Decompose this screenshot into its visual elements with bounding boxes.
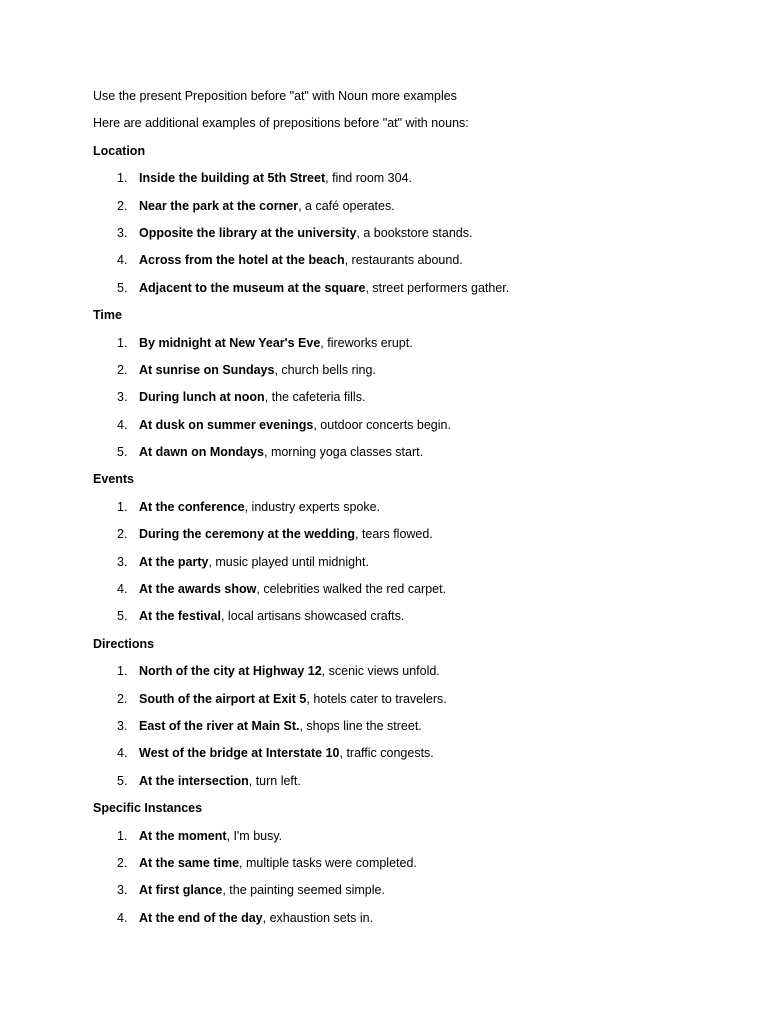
example-clause: , music played until midnight.	[208, 554, 369, 569]
list-item	[93, 333, 713, 360]
list-item	[93, 415, 713, 442]
list-item-number: 4.	[117, 582, 128, 597]
example-clause: , the painting seemed simple.	[222, 883, 385, 898]
example-clause: , outdoor concerts begin.	[313, 417, 451, 432]
example-phrase: At dusk on summer evenings	[139, 417, 314, 432]
section-heading: Events	[93, 472, 134, 487]
list-item	[93, 360, 713, 387]
list-item-text	[139, 606, 404, 626]
list-item	[93, 196, 713, 223]
example-phrase: Inside the building at 5th Street	[139, 171, 326, 186]
list-item-text	[139, 196, 395, 216]
section-heading: Directions	[93, 636, 155, 651]
list-item-text	[139, 223, 472, 243]
list-item	[93, 771, 713, 798]
list-item	[93, 387, 713, 414]
list-item	[93, 661, 713, 688]
list-item-number: 2.	[117, 362, 128, 377]
example-phrase: Across from the hotel at the beach	[139, 253, 345, 268]
list-item-number: 2.	[117, 527, 128, 542]
list-item	[93, 278, 713, 305]
example-clause: , scenic views unfold.	[321, 664, 440, 679]
list-item-text	[139, 497, 380, 517]
list-item-number: 5.	[117, 445, 128, 460]
numbered-list	[93, 168, 713, 305]
example-phrase: At the end of the day	[139, 910, 263, 925]
list-item-text	[139, 552, 369, 572]
example-phrase: At the same time	[139, 855, 240, 870]
list-item	[93, 497, 713, 524]
example-clause: , local artisans showcased crafts.	[220, 609, 405, 624]
list-item-number: 4.	[117, 417, 128, 432]
example-clause: , fireworks erupt.	[320, 335, 413, 350]
list-item	[93, 552, 713, 579]
example-phrase: At the intersection	[139, 773, 249, 788]
list-item-number: 2.	[117, 198, 128, 213]
example-phrase: By midnight at New Year's Eve	[139, 335, 321, 350]
list-item	[93, 442, 713, 469]
list-item-text	[139, 387, 365, 407]
example-clause: , street performers gather.	[365, 280, 510, 295]
list-item-text	[139, 333, 413, 353]
list-item-number: 1.	[117, 828, 128, 843]
intro-line: Here are additional examples of prepositions before "at" with nouns:	[93, 116, 469, 131]
example-clause: , the cafeteria fills.	[264, 390, 366, 405]
list-item-text	[139, 826, 282, 846]
example-clause: , a bookstore stands.	[356, 225, 473, 240]
list-item-number: 3.	[117, 554, 128, 569]
list-item-text	[139, 853, 417, 873]
example-clause: , hotels cater to travelers.	[306, 691, 447, 706]
list-item-text	[139, 442, 423, 462]
list-item-number: 2.	[117, 691, 128, 706]
example-clause: , exhaustion sets in.	[262, 910, 374, 925]
list-item-number: 3.	[117, 225, 128, 240]
example-phrase: At the party	[139, 554, 209, 569]
list-item	[93, 743, 713, 770]
example-phrase: West of the bridge at Interstate 10	[139, 746, 340, 761]
example-clause: , I'm busy.	[226, 828, 283, 843]
example-phrase: Adjacent to the museum at the square	[139, 280, 366, 295]
example-phrase: Opposite the library at the university	[139, 225, 357, 240]
example-phrase: South of the airport at Exit 5	[139, 691, 307, 706]
list-item-number: 3.	[117, 718, 128, 733]
list-item-text	[139, 743, 434, 763]
example-phrase: At the awards show	[139, 582, 257, 597]
list-item-number: 5.	[117, 280, 128, 295]
numbered-list	[93, 826, 713, 936]
list-item	[93, 880, 713, 907]
list-item-number: 4.	[117, 253, 128, 268]
document-page	[93, 86, 713, 935]
intro-line: Use the present Preposition before "at" with Noun more examples	[93, 89, 457, 103]
example-clause: , traffic congests.	[339, 746, 434, 761]
numbered-list	[93, 497, 713, 634]
example-clause: , industry experts spoke.	[244, 499, 381, 514]
list-item-number: 1.	[117, 171, 128, 186]
example-phrase: At the moment	[139, 828, 227, 843]
section-heading: Specific Instances	[93, 801, 203, 816]
list-item-text	[139, 716, 422, 736]
list-item-text	[139, 524, 433, 544]
list-item-number: 4.	[117, 910, 128, 925]
list-item	[93, 826, 713, 853]
example-clause: , multiple tasks were completed.	[239, 855, 417, 870]
example-phrase: North of the city at Highway 12	[139, 664, 322, 679]
example-phrase: At sunrise on Sundays	[139, 362, 275, 377]
example-phrase: At the festival	[139, 609, 221, 624]
list-item-number: 5.	[117, 609, 128, 624]
list-item-number: 1.	[117, 664, 128, 679]
example-phrase: Near the park at the corner	[139, 198, 299, 213]
list-item-text	[139, 771, 301, 791]
list-item	[93, 579, 713, 606]
list-item-text	[139, 360, 376, 380]
section-heading: Time	[93, 308, 122, 323]
list-item-number: 5.	[117, 773, 128, 788]
section-heading: Location	[93, 143, 146, 158]
sections-container	[93, 141, 713, 935]
example-clause: , celebrities walked the red carpet.	[256, 582, 447, 597]
list-item-number: 1.	[117, 499, 128, 514]
example-phrase: At first glance	[139, 883, 223, 898]
list-item-number: 3.	[117, 883, 128, 898]
example-clause: , a café operates.	[298, 198, 395, 213]
list-item-text	[139, 880, 385, 900]
example-clause: , morning yoga classes start.	[264, 445, 424, 460]
list-item-text	[139, 168, 412, 188]
list-item-text	[139, 661, 440, 681]
example-clause: , restaurants abound.	[344, 253, 463, 268]
list-item-text	[139, 579, 446, 599]
list-item	[93, 168, 713, 195]
list-item-text	[139, 689, 447, 709]
list-item	[93, 716, 713, 743]
list-item	[93, 853, 713, 880]
example-phrase: During the ceremony at the wedding	[139, 527, 355, 542]
list-item-text	[139, 415, 451, 435]
list-item	[93, 250, 713, 277]
numbered-list	[93, 333, 713, 470]
example-phrase: At dawn on Mondays	[139, 445, 264, 460]
example-clause: , church bells ring.	[274, 362, 376, 377]
list-item-number: 2.	[117, 855, 128, 870]
numbered-list	[93, 661, 713, 798]
list-item	[93, 689, 713, 716]
list-item-text	[139, 250, 463, 270]
example-clause: , tears flowed.	[355, 527, 433, 542]
list-item	[93, 223, 713, 250]
list-item-number: 3.	[117, 390, 128, 405]
example-phrase: During lunch at noon	[139, 390, 265, 405]
list-item-number: 4.	[117, 746, 128, 761]
list-item-number: 1.	[117, 335, 128, 350]
list-item-text	[139, 908, 373, 928]
example-phrase: At the conference	[139, 499, 245, 514]
list-item-text	[139, 278, 509, 298]
list-item	[93, 606, 713, 633]
example-clause: , shops line the street.	[299, 718, 422, 733]
example-clause: , find room 304.	[325, 171, 412, 186]
list-item	[93, 524, 713, 551]
example-phrase: East of the river at Main St.	[139, 718, 300, 733]
example-clause: , turn left.	[248, 773, 301, 788]
list-item	[93, 908, 713, 935]
